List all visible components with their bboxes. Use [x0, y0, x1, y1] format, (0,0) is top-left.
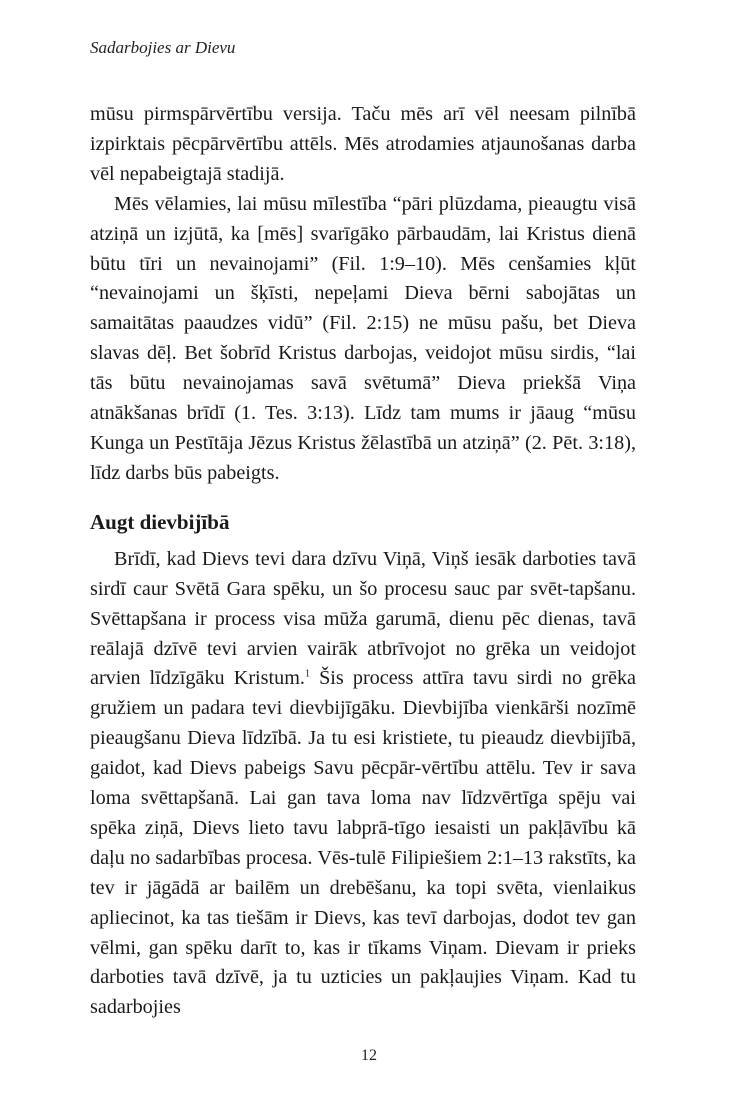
paragraph-text-part-2: Šis process attīra tavu sirdi no grēka gružiem un padara tevi dievbijīgāku. Dievbijība vienkārši nozīmē pieaugšanu Dieva līdzībā. Ja tu esi kristiete, tu pieaudz dievbijībā, gaidot, kad Dievs pabeigs Savu pēcpār-vērtību attēlu. Tev ir sava loma svēttapšanā. Lai gan tava loma nav līdzvērtīga spēju vai spēka ziņā, Dievs lieto tavu labprā-tīgo iesaisti un pakļāvību kā daļu no sadarbības procesa. Vēs-tulē Filipiešiem 2:1–13 rakstīts, ka tev ir jāgādā ar bailēm un drebēšanu, ka topi svēta, vienlaikus apliecinot, ka tas tiešām ir Dievs, kas tevī darbojas, dodot tev gan vēlmi, gan spēku darīt to, kas ir tīkams Viņam. Dievam ir prieks darboties tavā dzīvē, ja tu uzticies un pakļaujies Viņam. Kad tu sadarbojies — [90, 667, 636, 1019]
paragraph-continued: mūsu pirmspārvērtību versija. Taču mēs arī vēl neesam pilnībā izpirktais pēcpārvērtību attēls. Mēs atrodamies atjaunošanas darba vēl nepabeigtajā stadijā. — [90, 103, 636, 185]
running-header-title: Sadarbojies ar Dievu — [90, 38, 236, 57]
paragraph-text-part-1: Brīdī, kad Dievs tevi dara dzīvu Viņā, Viņš iesāk darboties tavā sirdī caur Svētā Gara spēku, un šo procesu sauc par svēt-tapšanu. Svēttapšana ir process visa mūža garumā, dienu pēc dienas, tavā reālajā dzīvē tevi arvien vairāk atbrīvojot no grēka un veidojot arvien līdzīgāku Kristum. — [90, 547, 636, 690]
section-heading: Augt dievbijībā — [90, 509, 230, 534]
paragraph: Mēs vēlamies, lai mūsu mīlestība “pāri plūzdama, pieaugtu visā atziņā un izjūtā, ka [mēs] svarīgāko pārbaudām, lai Kristus dienā būtu tīri un nevainojami” (Fil. 1:9–10). Mēs cenšamies kļūt “nevainojami un šķīsti, nepeļami Dieva bērni sabojātas un samaitātas paaudzes vidū” (Fil. 2:15) ne mūsu pašu, bet Dieva slavas dēļ. Bet šobrīd Kristus darbojas, veidojot mūsu sirdis, “lai tās būtu nevainojamas savā svētumā” Dieva priekšā Viņa atnākšanas brīdī (1. Tes. 3:13). Līdz tam mums ir jāaug “mūsu Kunga un Pestītāja Jēzus Kristus žēlastībā un atziņā” (2. Pēt. 3:18), līdz darbs būs pabeigts. — [90, 192, 636, 484]
page-number: 12 — [361, 1047, 377, 1064]
body-text — [90, 100, 636, 1023]
paragraph-with-footnote — [90, 545, 636, 1024]
footnote-marker[interactable]: 1 — [304, 668, 310, 680]
